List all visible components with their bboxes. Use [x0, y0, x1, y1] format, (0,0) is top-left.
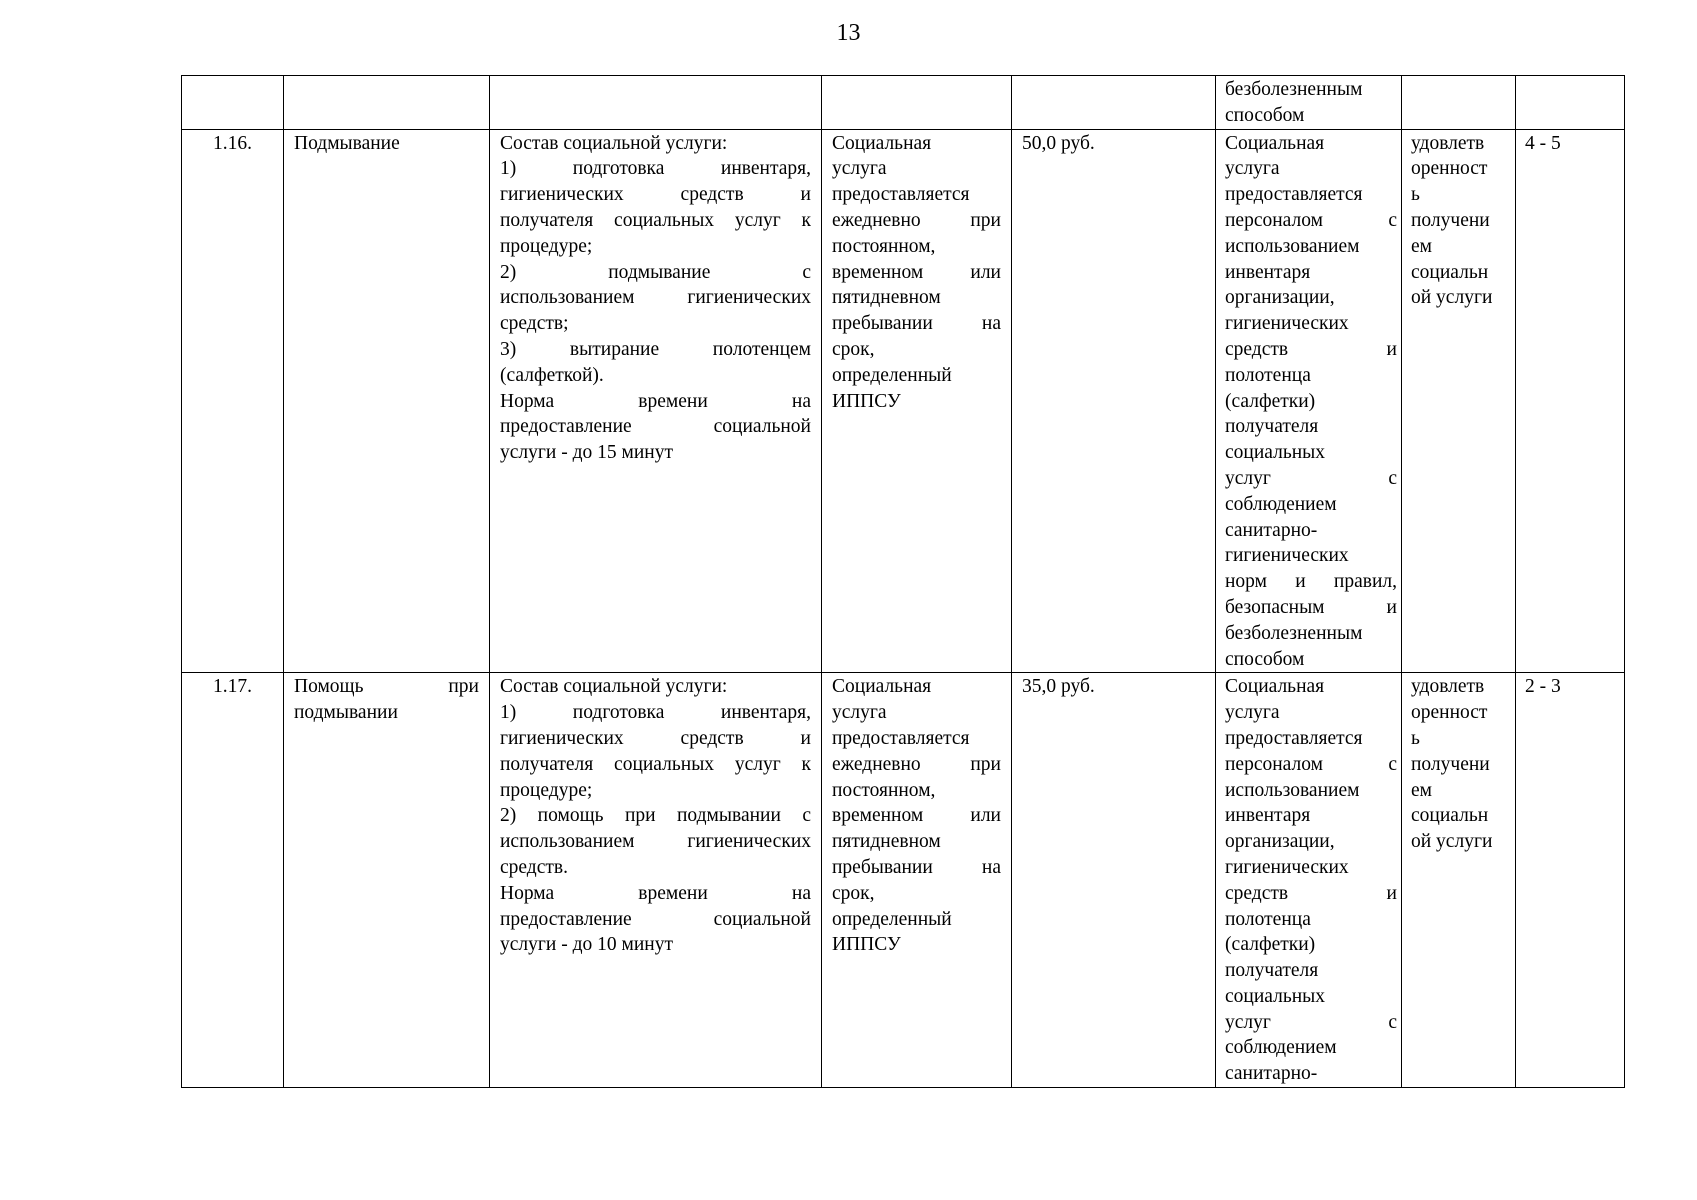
text-line: подмывании [294, 702, 398, 724]
service-name [284, 673, 490, 1088]
text-line: процедуре; [500, 235, 593, 257]
text-line: услуга [1225, 158, 1280, 180]
service-conditions [1216, 129, 1402, 673]
cell-num [182, 76, 284, 130]
text-line: услуга [832, 158, 887, 180]
text-line: оренност [1411, 158, 1488, 180]
services-table [181, 75, 1625, 1088]
text-line: получателя [1225, 960, 1319, 982]
text-line: предоставление социальной [500, 908, 811, 930]
text-line: средств; [500, 313, 569, 335]
text-line: пятидневном [832, 287, 941, 309]
text-line: временном или [832, 805, 1001, 827]
text-line: персоналом с [1225, 753, 1397, 775]
text-line: гигиенических [1225, 856, 1349, 878]
service-number: 1.17. [182, 673, 284, 1088]
text-line: 2) помощь при подмывании с [500, 805, 811, 827]
continuation-row [182, 76, 1625, 130]
service-name [284, 129, 490, 673]
text-line: удовлетв [1411, 132, 1485, 154]
text-line: Социальная [1225, 132, 1325, 154]
text-line: временном или [832, 261, 1001, 283]
cell-price [1012, 76, 1216, 130]
text-line: использованием [1225, 235, 1360, 257]
text-line: 2) подмывание с [500, 261, 811, 283]
text-line: получателя социальных услуг к [500, 753, 811, 775]
text-line: ем [1411, 235, 1432, 257]
text-line: (салфетки) [1225, 934, 1316, 956]
text-line: ИППСУ [832, 934, 901, 956]
text-line: определенный [832, 908, 952, 930]
service-row [182, 673, 1625, 1088]
text-line: использованием [1225, 779, 1360, 801]
text-line: срок, [832, 882, 875, 904]
text-line: услуга [832, 702, 887, 724]
text-line: соблюдением [1225, 1037, 1337, 1059]
text-line: Норма времени на [500, 390, 811, 412]
text-line: Норма времени на [500, 882, 811, 904]
service-price: 35,0 руб. [1012, 673, 1216, 1088]
text-line: Помощь при [294, 676, 479, 698]
text-line: способом [1225, 648, 1305, 670]
text-line: постоянном, [832, 779, 936, 801]
text-line: социальн [1411, 805, 1489, 827]
text-line: Социальная [832, 676, 932, 698]
text-line: услуги - до 15 минут [500, 442, 673, 464]
text-line: средств и [1225, 338, 1397, 360]
service-score: 4 - 5 [1516, 129, 1625, 673]
text-line: использованием гигиенических [500, 831, 811, 853]
service-composition [490, 673, 822, 1088]
text-line: получени [1411, 753, 1490, 775]
text-line: 1) подготовка инвентаря, [500, 702, 811, 724]
text-line: пребывании на [832, 856, 1001, 878]
cell-evaluation [1402, 76, 1516, 130]
text-line: определенный [832, 364, 952, 386]
service-row [182, 129, 1625, 673]
text-line: пятидневном [832, 831, 941, 853]
cell-conditions [1216, 76, 1402, 130]
text-line: безболезненным [1225, 622, 1363, 644]
text-line: гигиенических средств и [500, 727, 811, 749]
text-line: социальных [1225, 985, 1326, 1007]
text-line: услуга [1225, 702, 1280, 724]
page-number: 13 [836, 20, 861, 46]
text-line: персоналом с [1225, 209, 1397, 231]
text-line: процедуре; [500, 779, 593, 801]
text-line: безболезненным [1225, 79, 1363, 100]
text-line: Социальная [832, 132, 932, 154]
text-line: получателя [1225, 416, 1319, 438]
text-line: получателя социальных услуг к [500, 209, 811, 231]
text-line: социальных [1225, 442, 1326, 464]
text-line: услуги - до 10 минут [500, 934, 673, 956]
text-line: оренност [1411, 702, 1488, 724]
text-line: (салфеткой). [500, 364, 604, 386]
text-line: ИППСУ [832, 390, 901, 412]
text-line: получени [1411, 209, 1490, 231]
text-line: соблюдением [1225, 493, 1337, 515]
text-line: Подмывание [294, 132, 400, 154]
service-conditions [1216, 673, 1402, 1088]
service-frequency [822, 673, 1012, 1088]
text-line: постоянном, [832, 235, 936, 257]
text-line: санитарно- [1225, 1063, 1318, 1085]
text-line: предоставляется [1225, 727, 1363, 749]
text-line: гигиенических [1225, 545, 1349, 567]
cell-composition [490, 76, 822, 130]
text-line: инвентаря [1225, 805, 1311, 827]
text-line: предоставляется [832, 184, 970, 206]
service-number: 1.16. [182, 129, 284, 673]
text-line: организации, [1225, 287, 1335, 309]
text-line: использованием гигиенических [500, 287, 811, 309]
text-line: гигиенических средств и [500, 184, 811, 206]
text-line: Состав социальной услуги: [500, 132, 728, 154]
service-evaluation [1402, 673, 1516, 1088]
text-line: 3) вытирание полотенцем [500, 338, 811, 360]
text-line: инвентаря [1225, 261, 1311, 283]
text-line: ь [1411, 727, 1420, 749]
text-line: предоставляется [1225, 184, 1363, 206]
service-composition [490, 129, 822, 673]
text-line: полотенца [1225, 908, 1311, 930]
text-line: удовлетв [1411, 676, 1485, 698]
text-line: гигиенических [1225, 313, 1349, 335]
text-line: безопасным и [1225, 596, 1397, 618]
text-line: ежедневно при [832, 209, 1001, 231]
text-line: услуг с [1225, 1011, 1397, 1033]
text-line: пребывании на [832, 313, 1001, 335]
text-line: предоставляется [832, 727, 970, 749]
text-line: Социальная [1225, 676, 1325, 698]
text-line: норм и правил, [1225, 571, 1397, 593]
text-line: срок, [832, 338, 875, 360]
text-line: ой услуги [1411, 831, 1493, 853]
cell-frequency [822, 76, 1012, 130]
text-line: средств и [1225, 882, 1397, 904]
service-frequency [822, 129, 1012, 673]
text-line: предоставление социальной [500, 416, 811, 438]
text-line: средств. [500, 856, 568, 878]
text-line: организации, [1225, 831, 1335, 853]
text-line: ем [1411, 779, 1432, 801]
text-line: способом [1225, 104, 1305, 126]
text-line: (салфетки) [1225, 390, 1316, 412]
text-line: ь [1411, 184, 1420, 206]
cell-name [284, 76, 490, 130]
text-line: санитарно- [1225, 519, 1318, 541]
text-line: социальн [1411, 261, 1489, 283]
text-line: ой услуги [1411, 287, 1493, 309]
service-evaluation [1402, 129, 1516, 673]
service-score: 2 - 3 [1516, 673, 1625, 1088]
text-line: 1) подготовка инвентаря, [500, 158, 811, 180]
service-price: 50,0 руб. [1012, 129, 1216, 673]
text-line: ежедневно при [832, 753, 1001, 775]
text-line: Состав социальной услуги: [500, 676, 728, 698]
text-line: услуг с [1225, 467, 1397, 489]
text-line: полотенца [1225, 364, 1311, 386]
cell-score [1516, 76, 1625, 130]
